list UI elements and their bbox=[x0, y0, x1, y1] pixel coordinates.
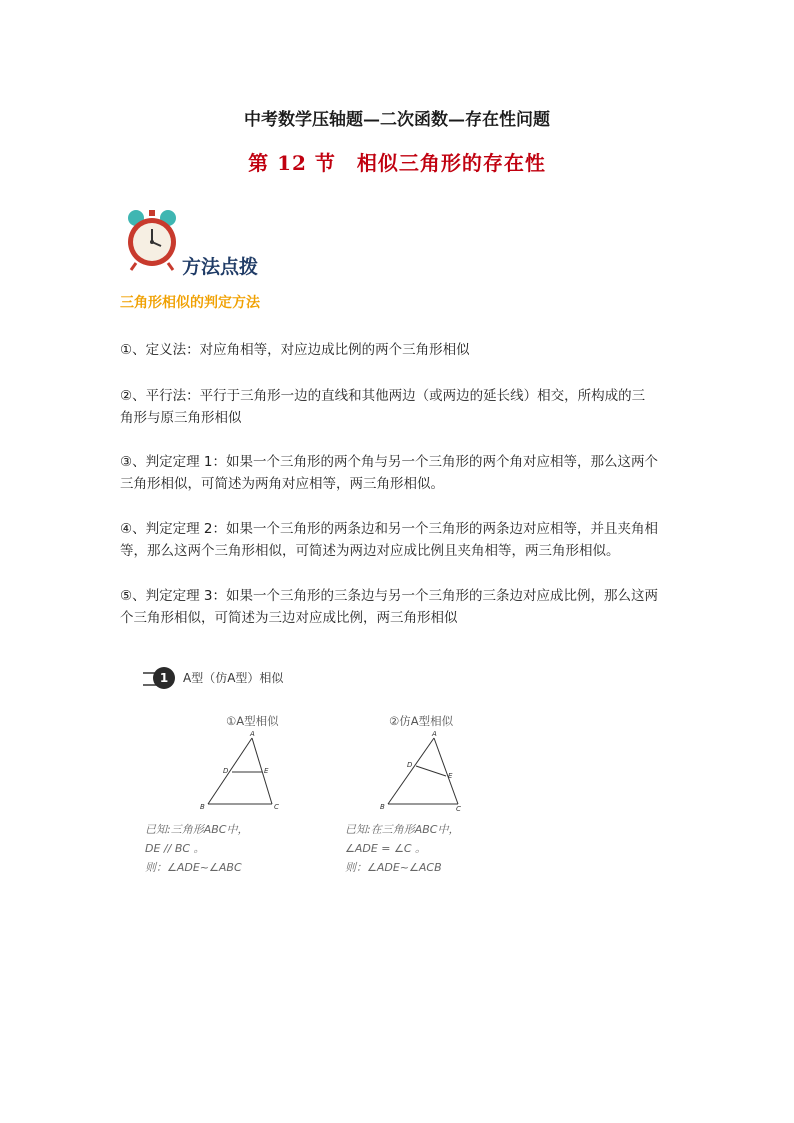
point-label-b: B bbox=[200, 803, 205, 811]
point-label-c: C bbox=[456, 805, 461, 813]
paragraph-theorem-2 bbox=[120, 518, 676, 562]
paragraph-parallel bbox=[120, 385, 676, 429]
note-line: 则：∠ADE~∠ABC bbox=[145, 861, 242, 874]
point-label-e: E bbox=[448, 772, 453, 780]
paragraph-line: 三角形相似，可简述为两角对应相等，两三角形相似。 bbox=[120, 476, 444, 492]
paragraph-line: ③、判定定理 1：如果一个三角形的两个角与另一个三角形的两个角对应相等，那么这两个 bbox=[120, 454, 658, 470]
note-line: 则：∠ADE~∠ACB bbox=[345, 861, 442, 874]
paragraph-line: ⑤、判定定理 3：如果一个三角形的三条边与另一个三角形的三条边对应成比例，那么这两 bbox=[120, 588, 658, 604]
method-heading: 方法点拨 bbox=[182, 256, 259, 278]
point-label-a: A bbox=[250, 730, 255, 738]
point-label-d: D bbox=[407, 761, 413, 769]
left-diagram-caption: ①A型相似 bbox=[226, 714, 279, 728]
right-diagram-notes bbox=[345, 820, 459, 877]
alarm-clock-icon bbox=[124, 208, 180, 272]
left-diagram-notes bbox=[145, 820, 248, 877]
document-title: 中考数学压轴题—二次函数—存在性问题 bbox=[244, 110, 550, 130]
point-label-d: D bbox=[223, 767, 229, 775]
paragraph-line: ②、平行法：平行于三角形一边的直线和其他两边（或两边的延长线）相交，所构成的三 bbox=[120, 388, 646, 404]
point-label-b: B bbox=[380, 803, 385, 811]
reverse-a-type-similar-diagram bbox=[376, 728, 468, 814]
right-diagram-caption: ②仿A型相似 bbox=[389, 714, 454, 728]
section-heading: 三角形相似的判定方法 bbox=[120, 295, 260, 311]
a-type-similar-diagram bbox=[196, 728, 288, 814]
paragraph-theorem-3 bbox=[120, 585, 676, 629]
figure-number-badge: 1 bbox=[153, 667, 175, 689]
note-line: ∠ADE = ∠C 。 bbox=[345, 842, 427, 855]
paragraph-theorem-1 bbox=[120, 451, 676, 495]
point-label-a: A bbox=[432, 730, 437, 738]
figure-label: A型（仿A型）相似 bbox=[183, 671, 284, 685]
point-label-c: C bbox=[274, 803, 279, 811]
paragraph-line: ④、判定定理 2：如果一个三角形的两条边和另一个三角形的两条边对应相等，并且夹角相 bbox=[120, 521, 658, 537]
note-line: 已知:三角形ABC中， bbox=[145, 823, 249, 836]
paragraph-line: 角形与原三角形相似 bbox=[120, 410, 242, 426]
note-line: DE // BC 。 bbox=[145, 842, 205, 855]
section-subtitle: 第 12 节 相似三角形的存在性 bbox=[248, 151, 546, 175]
note-line: 已知:在三角形ABC中， bbox=[345, 823, 460, 836]
paragraph-definition bbox=[120, 339, 676, 361]
paragraph-line: ①、定义法：对应角相等，对应边成比例的两个三角形相似 bbox=[120, 342, 470, 358]
paragraph-line: 等，那么这两个三角形相似，可简述为两边对应成比例且夹角相等，两三角形相似。 bbox=[120, 543, 620, 559]
paragraph-line: 个三角形相似，可简述为三边对应成比例，两三角形相似 bbox=[120, 610, 458, 626]
point-label-e: E bbox=[264, 767, 269, 775]
